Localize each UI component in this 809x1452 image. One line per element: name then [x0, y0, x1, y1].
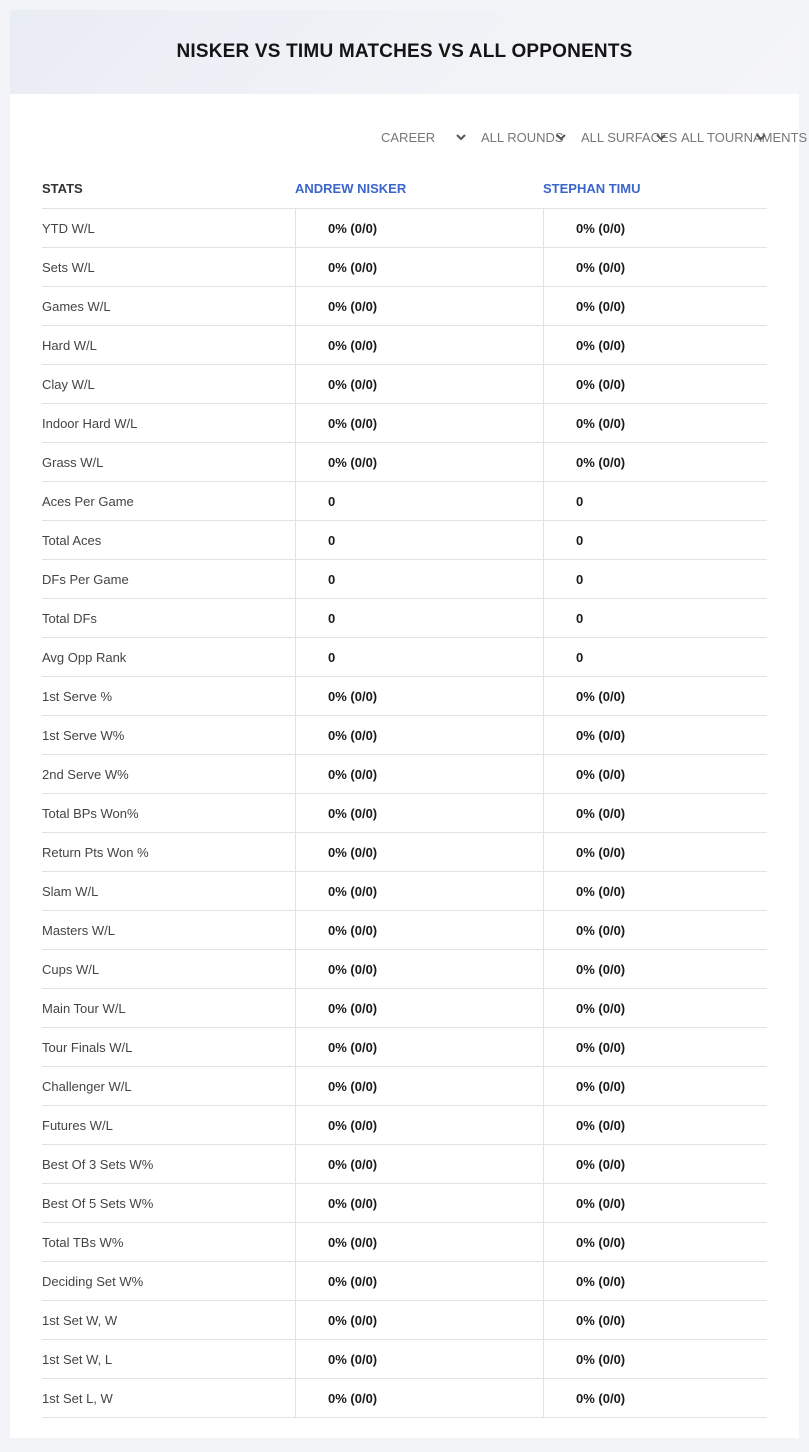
table-body: [42, 209, 767, 1418]
table-row: [42, 1340, 767, 1379]
player2-stat-value: 0% (0/0): [543, 1184, 767, 1222]
player2-stat-value: 0% (0/0): [543, 755, 767, 793]
player2-stat-value: 0% (0/0): [543, 1145, 767, 1183]
column-header-stats: STATS: [42, 180, 83, 196]
player2-stat-value: 0% (0/0): [543, 1106, 767, 1144]
stat-label: Total DFs: [42, 610, 97, 626]
player2-stat-value: 0% (0/0): [543, 326, 767, 364]
page-title: NISKER VS TIMU MATCHES VS ALL OPPONENTS: [176, 41, 633, 62]
player1-stat-value: 0% (0/0): [295, 326, 543, 364]
stat-label: 1st Serve %: [42, 688, 113, 704]
player2-stat-value: 0% (0/0): [543, 365, 767, 403]
stat-label: Hard W/L: [42, 337, 97, 353]
player1-stat-value: 0: [295, 521, 543, 559]
table-row: [42, 833, 767, 872]
stat-label: Avg Opp Rank: [42, 649, 127, 665]
player1-stat-value: 0% (0/0): [295, 872, 543, 910]
table-row: [42, 1301, 767, 1340]
chevron-down-icon: [755, 131, 767, 143]
player1-stat-value: 0% (0/0): [295, 1028, 543, 1066]
player2-stat-value: 0% (0/0): [543, 1340, 767, 1378]
player1-stat-value: 0% (0/0): [295, 1223, 543, 1261]
player1-stat-value: 0% (0/0): [295, 1301, 543, 1339]
player1-stat-value: 0% (0/0): [295, 833, 543, 871]
player2-stat-value: 0% (0/0): [543, 1223, 767, 1261]
filter-tournaments-value: ALL TOURNAMENTS: [681, 129, 808, 145]
table-row: [42, 1028, 767, 1067]
table-header: [42, 168, 767, 209]
table-row: [42, 1223, 767, 1262]
player2-stat-value: 0% (0/0): [543, 248, 767, 286]
player2-stat-value: 0% (0/0): [543, 950, 767, 988]
table-row: [42, 716, 767, 755]
player1-stat-value: 0% (0/0): [295, 404, 543, 442]
filter-rounds-select[interactable]: [477, 126, 567, 148]
table-row: [42, 404, 767, 443]
player1-stat-value: 0% (0/0): [295, 365, 543, 403]
player1-stat-value: 0% (0/0): [295, 677, 543, 715]
player2-stat-value: 0% (0/0): [543, 1067, 767, 1105]
player2-link[interactable]: STEPHAN TIMU: [543, 180, 641, 196]
player2-stat-value: 0% (0/0): [543, 989, 767, 1027]
stat-label: Total TBs W%: [42, 1234, 124, 1250]
player1-stat-value: 0% (0/0): [295, 950, 543, 988]
player1-stat-value: 0: [295, 599, 543, 637]
stat-label: 1st Serve W%: [42, 727, 125, 743]
card-header: [10, 10, 799, 94]
stat-label: 1st Set W, W: [42, 1312, 118, 1328]
filter-rounds-value: ALL ROUNDS: [481, 129, 564, 145]
table-row: [42, 638, 767, 677]
stat-label: Tour Finals W/L: [42, 1039, 133, 1055]
stat-label: Masters W/L: [42, 922, 115, 938]
player1-stat-value: 0% (0/0): [295, 1262, 543, 1300]
table-row: [42, 794, 767, 833]
table-row: [42, 599, 767, 638]
stats-table: [42, 168, 767, 1418]
player1-stat-value: 0% (0/0): [295, 248, 543, 286]
stat-label: Return Pts Won %: [42, 844, 149, 860]
player1-stat-value: 0% (0/0): [295, 1145, 543, 1183]
player1-stat-value: 0% (0/0): [295, 794, 543, 832]
player2-stat-value: 0: [543, 638, 767, 676]
stat-label: Grass W/L: [42, 454, 104, 470]
player1-stat-value: 0% (0/0): [295, 209, 543, 247]
stat-label: Futures W/L: [42, 1117, 113, 1133]
player2-stat-value: 0: [543, 599, 767, 637]
filter-surfaces-select[interactable]: [577, 126, 678, 148]
table-row: [42, 872, 767, 911]
player1-stat-value: 0: [295, 482, 543, 520]
stats-card: [10, 10, 808, 1438]
stat-label: DFs Per Game: [42, 571, 129, 587]
stat-label: Deciding Set W%: [42, 1273, 144, 1289]
table-row: [42, 755, 767, 794]
player2-stat-value: 0% (0/0): [543, 911, 767, 949]
filter-period-value: CAREER: [381, 129, 436, 145]
player1-stat-value: 0% (0/0): [295, 1067, 543, 1105]
player2-stat-value: 0% (0/0): [543, 872, 767, 910]
player2-stat-value: 0: [543, 560, 767, 598]
table-row: [42, 1262, 767, 1301]
chevron-down-icon: [655, 131, 667, 143]
player1-stat-value: 0% (0/0): [295, 287, 543, 325]
chevron-down-icon: [455, 131, 467, 143]
player2-stat-value: 0% (0/0): [543, 404, 767, 442]
stat-label: Main Tour W/L: [42, 1000, 126, 1016]
table-row: [42, 326, 767, 365]
player1-stat-value: 0% (0/0): [295, 989, 543, 1027]
table-row: [42, 365, 767, 404]
stat-label: Aces Per Game: [42, 493, 134, 509]
player2-stat-value: 0: [543, 521, 767, 559]
table-row: [42, 989, 767, 1028]
stat-label: Clay W/L: [42, 376, 95, 392]
table-row: [42, 521, 767, 560]
player2-stat-value: 0% (0/0): [543, 1028, 767, 1066]
stat-label: Sets W/L: [42, 259, 95, 275]
stat-label: YTD W/L: [42, 220, 95, 236]
stat-label: Total Aces: [42, 532, 102, 548]
player2-stat-value: 0% (0/0): [543, 287, 767, 325]
player2-stat-value: 0% (0/0): [543, 833, 767, 871]
table-row: [42, 911, 767, 950]
player2-stat-value: 0% (0/0): [543, 716, 767, 754]
stat-label: 2nd Serve W%: [42, 766, 129, 782]
table-row: [42, 560, 767, 599]
filter-tournaments-select[interactable]: [677, 126, 808, 148]
filter-period-select[interactable]: [377, 126, 467, 148]
player1-stat-value: 0% (0/0): [295, 1184, 543, 1222]
player1-stat-value: 0% (0/0): [295, 1379, 543, 1417]
table-row: [42, 248, 767, 287]
table-row: [42, 1106, 767, 1145]
chevron-down-icon: [555, 131, 567, 143]
table-row: [42, 287, 767, 326]
player1-stat-value: 0% (0/0): [295, 716, 543, 754]
stat-label: Games W/L: [42, 298, 111, 314]
filter-bar: [377, 126, 808, 148]
player1-stat-value: 0% (0/0): [295, 911, 543, 949]
stat-label: 1st Set L, W: [42, 1390, 113, 1406]
player2-stat-value: 0% (0/0): [543, 1262, 767, 1300]
table-row: [42, 1145, 767, 1184]
player2-stat-value: 0: [543, 482, 767, 520]
table-row: [42, 1184, 767, 1223]
stat-label: 1st Set W, L: [42, 1351, 113, 1367]
player1-stat-value: 0: [295, 638, 543, 676]
table-row: [42, 677, 767, 716]
table-row: [42, 482, 767, 521]
table-row: [42, 950, 767, 989]
table-row: [42, 1067, 767, 1106]
player2-stat-value: 0% (0/0): [543, 209, 767, 247]
player2-stat-value: 0% (0/0): [543, 1301, 767, 1339]
stat-label: Best Of 5 Sets W%: [42, 1195, 154, 1211]
player1-stat-value: 0% (0/0): [295, 443, 543, 481]
player2-stat-value: 0% (0/0): [543, 1379, 767, 1417]
stat-label: Total BPs Won%: [42, 805, 139, 821]
player2-stat-value: 0% (0/0): [543, 677, 767, 715]
table-row: [42, 209, 767, 248]
player1-stat-value: 0% (0/0): [295, 1106, 543, 1144]
table-row: [42, 443, 767, 482]
stat-label: Indoor Hard W/L: [42, 415, 138, 431]
table-row: [42, 1379, 767, 1418]
stat-label: Slam W/L: [42, 883, 99, 899]
player1-stat-value: 0: [295, 560, 543, 598]
player1-stat-value: 0% (0/0): [295, 1340, 543, 1378]
player2-stat-value: 0% (0/0): [543, 443, 767, 481]
player2-stat-value: 0% (0/0): [543, 794, 767, 832]
stat-label: Cups W/L: [42, 961, 100, 977]
stat-label: Challenger W/L: [42, 1078, 132, 1094]
player1-link[interactable]: ANDREW NISKER: [295, 180, 407, 196]
filter-surfaces-value: ALL SURFACES: [581, 129, 678, 145]
stat-label: Best Of 3 Sets W%: [42, 1156, 154, 1172]
player1-stat-value: 0% (0/0): [295, 755, 543, 793]
